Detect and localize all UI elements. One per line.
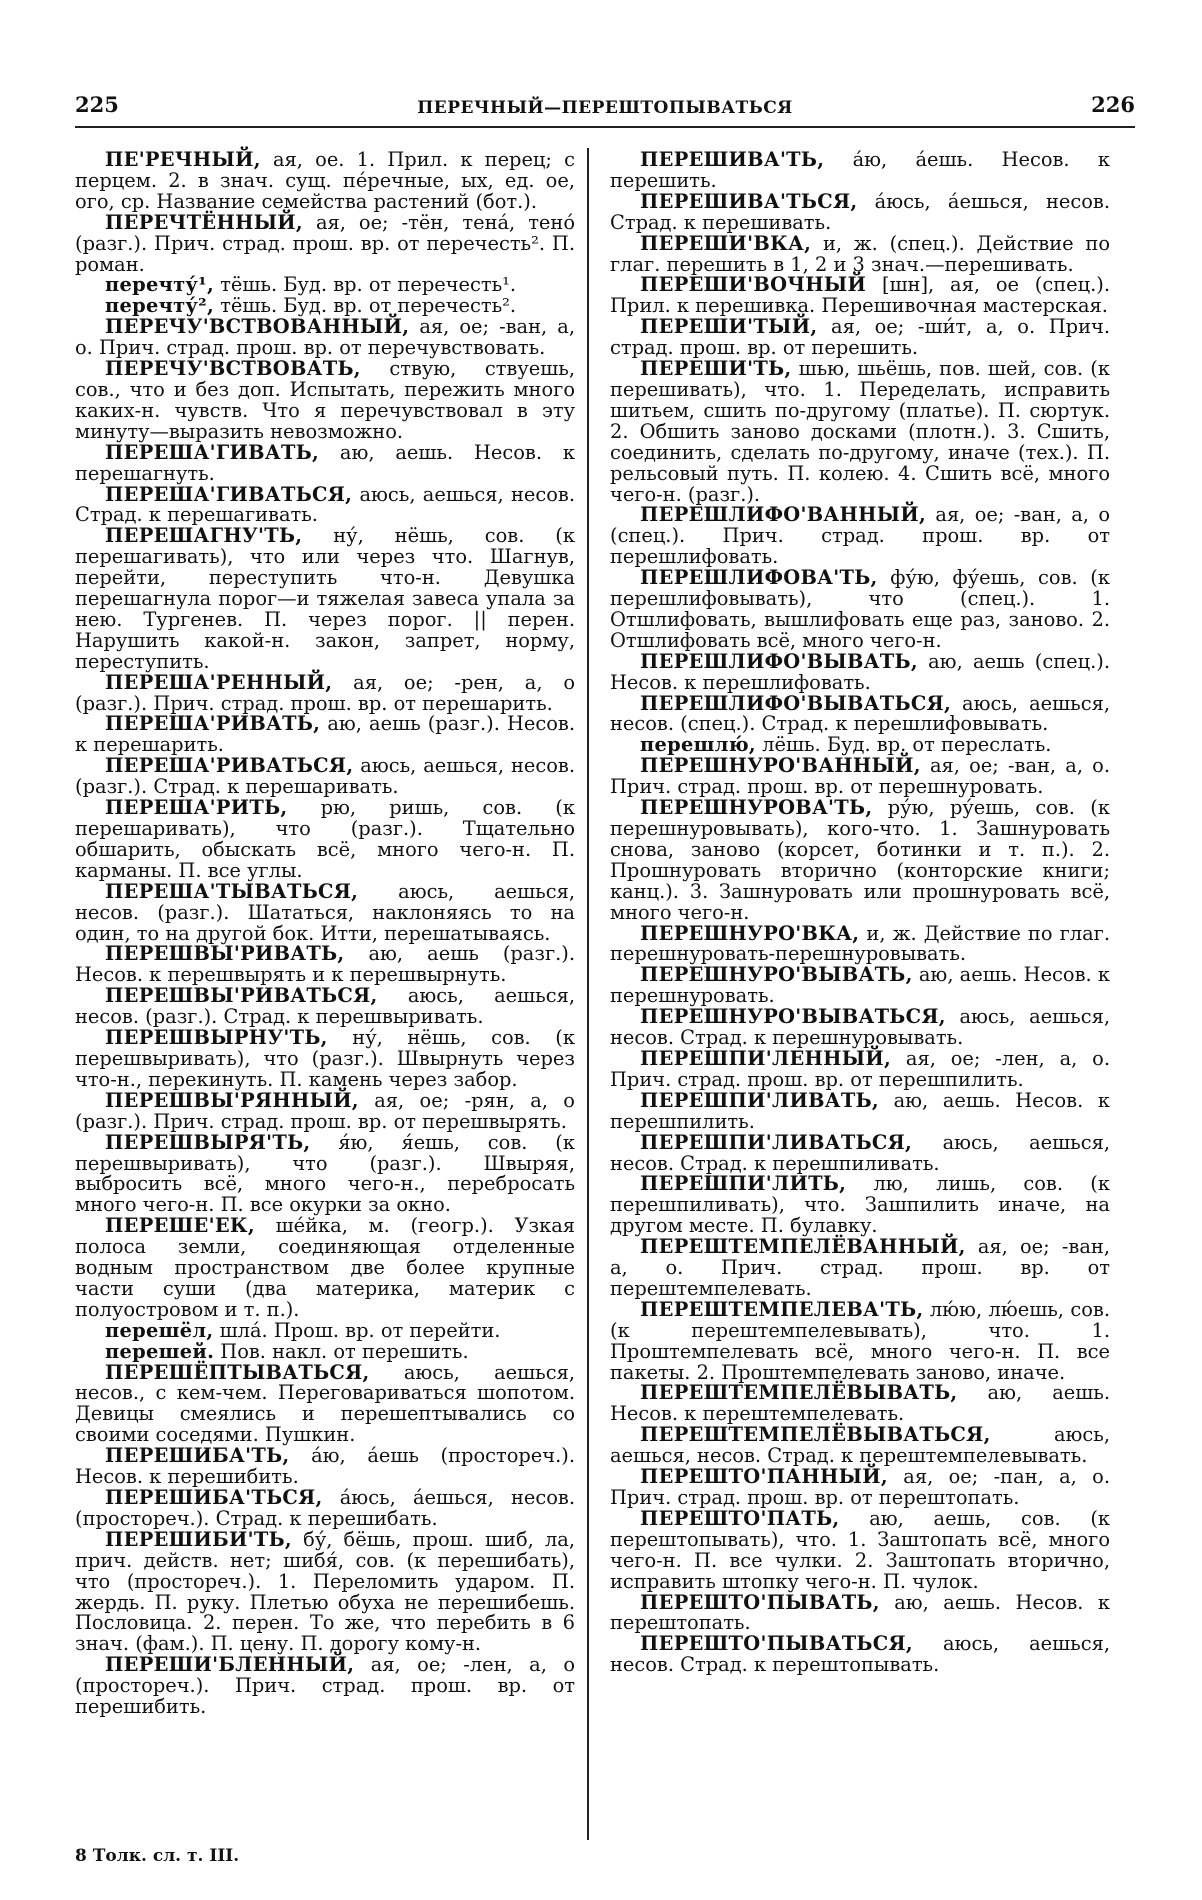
definition: аюсь, аешься, несов. (спец.). Страд. к перешлифовывать.: [610, 691, 1110, 736]
definition: аю, аешь (разг.). Несов. к перешарить.: [75, 712, 575, 757]
headword: ПЕРЕШТЕМПЕЛЕВА'ТЬ,: [640, 1297, 924, 1321]
page-header: [75, 92, 1135, 128]
dictionary-entry: [75, 1446, 575, 1488]
headword: ПЕРЕША'РИТЬ,: [105, 796, 288, 820]
headword: ПЕРЕШВЫ'РЯННЫЙ,: [105, 1088, 359, 1112]
headword: перешёл,: [105, 1318, 214, 1342]
headword: ПЕРЕШТЕМПЕЛЁВЫВАТЬ,: [640, 1381, 958, 1405]
definition: фу́ю, фу́ешь, сов. (к перешлифовывать), что (спец.). 1. Отшлифовать, вышлифовать еще раз, заново. 2. Отшлифовать всё, много чего-н.: [610, 566, 1110, 652]
dictionary-entry: [610, 965, 1110, 1007]
headword: ПЕРЕШЕ'ЕК,: [105, 1214, 255, 1238]
dictionary-entry: [610, 1383, 1110, 1425]
dictionary-entry: [75, 986, 575, 1028]
headword: ПЕРЕША'РЕННЫЙ,: [105, 670, 333, 694]
headword: ПЕРЕШНУРО'ВАННЫЙ,: [640, 754, 921, 778]
headword: ПЕРЕШНУРОВА'ТЬ,: [640, 796, 873, 820]
definition: тёшь. Буд. вр. от перечесть¹.: [214, 273, 517, 297]
definition: ая, ое; -лен, а, о. Прич. страд. прош. вр. от перешпилить.: [610, 1046, 1110, 1091]
dictionary-entry: [75, 1318, 575, 1342]
dictionary-entry: [75, 1360, 575, 1447]
dictionary-entry: [610, 1634, 1110, 1676]
definition: аю, аешь, сов. (к перештопывать), что. 1. Заштопать всё, много чего-н. П. все чулки. 2. Заштопать вторично, исправить штопку чего-н. П. чулок.: [610, 1506, 1110, 1593]
dictionary-entry: [610, 359, 1110, 505]
right-column: [610, 150, 1110, 1676]
dictionary-entry: [75, 1216, 575, 1321]
headword: ПЕРЕША'РИВАТЬ,: [105, 712, 321, 736]
headword: ПЕРЕШТО'ПЫВАТЬСЯ,: [640, 1632, 913, 1656]
definition: шью, шьёшь, пов. шей, сов. (к перешивать), что. 1. Переделать, исправить шитьем, сшить по-другому (платье). П. сюртук. 2. Обшить заново досками (плотн.). 3. Сшить, соединить, сделать по-другому, иначе (тех.). П. рельсовый путь. П. колею. 4. Сшить всё, много чего-н. (разг.).: [610, 357, 1110, 506]
definition: ая, ое; -рян, а, о (разг.). Прич. страд. прош. вр. от перешвырять.: [75, 1088, 575, 1133]
definition: ая, ое; -лен, а, о (простореч.). Прич. страд. прош. вр. от перешибить.: [75, 1653, 575, 1719]
definition: лёшь. Буд. вр. от переслать.: [755, 733, 1052, 757]
definition: ну́, нёшь, сов. (к перешагивать), что или через что. Шагнув, перейти, переступить что-н. Девушка перешагнула порог—и тяжелая завеса упала за нею. Тургенев. П. через порог. || перен. Нарушить какой-н. закон, запрет, норму, переступить.: [75, 524, 575, 673]
definition: аю, аешь. Несов. к перешпилить.: [610, 1088, 1110, 1133]
definition: ру́ю, ру́ешь, сов. (к перешнуровывать), кого-что. 1. Зашнуровать снова, заново (корсет, ботинки и т. п.). 2. Прошнуровать вторично (конторские книги; канц.). 3. Зашнуровать или прошнуровать всё, много чего-н.: [610, 796, 1110, 924]
headword: ПЕРЕШАГНУ'ТЬ,: [105, 524, 303, 548]
dictionary-entry: [610, 1467, 1110, 1509]
definition: ая, ое; -ван, а, о. Прич. страд. прош. вр. от перечувствовать.: [75, 315, 575, 360]
dictionary-entry: [610, 1297, 1110, 1384]
definition: ствую, ствуешь, сов., что и без доп. Испытать, пережить много каких-н. чувств. Что я перечувствовал в эту минуту—выразить невозможно.: [75, 357, 575, 443]
definition: ну́, нёшь, сов. (к перешвыривать), что (разг.). Швырнуть через что-н., перекинуть. П. камень через забор.: [75, 1026, 575, 1091]
headword: ПЕРЕЧТЁННЫЙ,: [105, 210, 303, 234]
definition: а́ю, а́ешь. Несов. к перешить.: [610, 148, 1110, 192]
headword: ПЕРЕШИБИ'ТЬ,: [105, 1527, 292, 1551]
dictionary-entry: [75, 1527, 575, 1656]
dictionary-entry: [610, 691, 1110, 736]
headword: ПЕРЕШПИ'ЛИТЬ,: [640, 1172, 847, 1196]
dictionary-entry: [610, 275, 1110, 317]
dictionary-entry: [75, 944, 575, 986]
headword: ПЕРЕШИ'ТЫЙ,: [640, 315, 818, 339]
dictionary-entry: [610, 1425, 1110, 1467]
definition: и, ж. (спец.). Действие по глаг. перешить в 1, 2 и 3 знач.—перешивать.: [610, 231, 1110, 276]
definition: аюсь, аешься, несов. Страд. к перештопывать.: [610, 1632, 1110, 1677]
headword: ПЕРЕША'РИВАТЬСЯ,: [105, 754, 354, 778]
dictionary-entry: [75, 317, 575, 359]
dictionary-entry: [610, 505, 1110, 568]
definition: аюсь, аешься, несов. (разг.). Страд. к перешвыривать.: [75, 984, 575, 1029]
signature-mark: 8 Толк. сл. т. III.: [75, 1846, 240, 1866]
dictionary-entry: [75, 798, 575, 882]
headword: ПЕРЕШТО'ПАННЫЙ,: [640, 1465, 888, 1489]
headword: ПЕРЕША'ГИВАТЬСЯ,: [105, 482, 353, 506]
dictionary-entry: [610, 1046, 1110, 1091]
dictionary-entry: [610, 1506, 1110, 1593]
definition: лю, лишь, сов. (к перешпиливать), что. Зашпилить иначе, на другом месте. П. булавку.: [610, 1172, 1110, 1238]
definition: бу́, бёшь, прош. шиб, ла, прич. действ. нет; шибя́, сов. (к перешибать), что (простореч.). 1. Переломить ударом. П. жердь. П. руку. Плетью обуха не перешибешь. Пословица. 2. перен. То же, что перебить в 6 знач. (фам.). П. цену. П. дорогу кому-н.: [75, 1527, 575, 1656]
dictionary-entry: [610, 317, 1110, 359]
headword: ПЕРЕШНУРО'ВЫВАТЬ,: [640, 963, 913, 987]
dictionary-entry: [610, 756, 1110, 798]
headword: ПЕРЕШИВА'ТЬСЯ,: [640, 189, 858, 213]
definition: и, ж. Действие по глаг. перешнуровать-перешнуровывать.: [610, 921, 1110, 966]
definition: шла́. Прош. вр. от перейти.: [213, 1318, 501, 1342]
dictionary-entry: [75, 1488, 575, 1530]
definition: тёшь. Буд. вр. от перечесть².: [214, 294, 517, 318]
headword: ПЕРЕШВЫРЯ'ТЬ,: [105, 1130, 311, 1154]
definition: ая, ое; -пан, а, о. Прич. страд. прош. вр. от перештопать.: [610, 1465, 1110, 1509]
definition: аюсь, аешься, несов. Страд. к перештемпелевывать.: [610, 1423, 1110, 1468]
dictionary-entry: [75, 440, 575, 485]
headword: ПЕРЕШНУРО'ВЫВАТЬСЯ,: [640, 1005, 946, 1029]
dictionary-entry: [75, 714, 575, 756]
column-divider: [587, 148, 589, 1840]
definition: ая, ое. 1. Прил. к перец; с перцем. 2. в знач. сущ. пе́речные, ых, ед. ое, ого, ср. Название семейства растений (бот.).: [75, 148, 575, 213]
definition: аюсь, аешься, несов., с кем-чем. Переговариваться шопотом. Девицы смеялись и перешептывались со своими соседями. Пушкин.: [75, 1360, 575, 1447]
definition: рю, ришь, сов. (к перешаривать), что (разг.). Тщательно обшарить, обыскать всё, много чего-н. П. карманы. П. все углы.: [75, 796, 575, 882]
headword: ПЕРЕШЁПТЫВАТЬСЯ,: [105, 1360, 370, 1384]
definition: ая, ое; -ши́т, а, о. Прич. страд. прош. вр. от перешить.: [610, 315, 1110, 360]
headword: ПЕРЕША'ТЫВАТЬСЯ,: [105, 879, 359, 903]
headword: перешлю́,: [640, 733, 756, 757]
dictionary-entry: [75, 526, 575, 672]
dictionary-entry: [75, 210, 575, 276]
dictionary-entry: [75, 359, 575, 443]
dictionary-entry: [75, 1339, 575, 1363]
dictionary-entry: [75, 482, 575, 527]
dictionary-entry: [610, 1237, 1110, 1300]
definition: Пов. накл. от перешить.: [214, 1339, 469, 1363]
definition: аю, аешь. Несов. к перештопать.: [610, 1590, 1110, 1635]
headword: перешей.: [105, 1339, 215, 1363]
dictionary-entry: [610, 1174, 1110, 1237]
definition: аюсь, аешься, несов. Страд. к перешнуровывать.: [610, 1005, 1110, 1050]
headword: ПЕРЕЧУ'ВСТВОВАТЬ,: [105, 357, 361, 381]
headword: ПЕРЕШПИ'ЛЕННЫЙ,: [640, 1046, 892, 1070]
running-title: ПЕРЕЧНЫЙ—ПЕРЕШТОПЫВАТЬСЯ: [417, 98, 793, 118]
definition: ше́йка, м. (геогр.). Узкая полоса земли, соединяющая отделенные водным пространством две более крупные части суши (два материка, материк с полуостровом и т. п.).: [75, 1214, 575, 1321]
dictionary-entry: [610, 189, 1110, 234]
definition: ая, ое; -ван, а, о. Прич. страд. прош. вр. от перешнуровать.: [610, 754, 1110, 799]
dictionary-entry: [75, 1130, 575, 1217]
headword: ПЕРЕШИ'БЛЕННЫЙ,: [105, 1653, 355, 1677]
dictionary-entry: [610, 1590, 1110, 1635]
definition: аю, аешь (спец.). Несов. к перешлифовать.: [610, 649, 1110, 694]
headword: ПЕРЕШИ'ВКА,: [640, 231, 812, 255]
definition: [шн], ая, ое (спец.). Прил. к перешивка. Перешивочная мастерская.: [610, 273, 1110, 318]
headword: перечту́²,: [105, 294, 214, 318]
headword: ПЕРЕШТЕМПЕЛЁВЫВАТЬСЯ,: [640, 1423, 991, 1447]
definition: ая, ое; -ван, а, о. Прич. страд. прош. вр. от перештемпелевать.: [610, 1235, 1110, 1300]
dictionary-entry: [75, 1655, 575, 1718]
definition: а́юсь, а́ешься, несов. (простореч.). Страд. к перешибать.: [75, 1486, 575, 1530]
definition: аю, аешь. Несов. к перешнуровать.: [610, 963, 1110, 1008]
dictionary-entry: [75, 150, 575, 213]
headword: ПЕРЕША'ГИВАТЬ,: [105, 440, 320, 464]
definition: а́ю, а́ешь (простореч.). Несов. к перешибить.: [75, 1444, 575, 1489]
dictionary-entry: [75, 275, 575, 296]
headword: ПЕРЕШИБА'ТЬ,: [105, 1444, 290, 1468]
headword: ПЕРЕШЛИФОВА'ТЬ,: [640, 566, 878, 590]
headword: ПЕРЕШИ'ТЬ,: [640, 357, 792, 381]
dictionary-entry: [610, 1130, 1110, 1175]
headword: ПЕРЕШТЕМПЕЛЁВАННЫЙ,: [640, 1235, 966, 1259]
definition: ая, ое; -тён, тена́, тено́ (разг.). Прич. страд. прош. вр. от перечесть². П. роман.: [75, 210, 575, 276]
headword: ПЕРЕШЛИФО'ВАННЫЙ,: [640, 503, 927, 527]
headword: ПЕРЕШИВА'ТЬ,: [640, 148, 825, 171]
dictionary-entry: [75, 1088, 575, 1133]
headword: ПЕРЕШТО'ПЫВАТЬ,: [640, 1590, 880, 1614]
headword: ПЕРЕШЛИФО'ВЫВАТЬСЯ,: [640, 691, 952, 715]
dictionary-entry: [75, 756, 575, 798]
headword: ПЕ'РЕЧНЫЙ,: [105, 148, 261, 171]
definition: лю́ю, лю́ешь, сов. (к перештемпелевывать), что. 1. Проштемпелевать всё, много чего-н. П. все пакеты. 2. Проштемпелевать заново, иначе.: [610, 1297, 1110, 1384]
dictionary-entry: [610, 231, 1110, 276]
dictionary-entry: [610, 798, 1110, 923]
headword: ПЕРЕШТО'ПАТЬ,: [640, 1506, 840, 1530]
headword: ПЕРЕШНУРО'ВКА,: [640, 921, 860, 945]
definition: аюсь, аешься, несов. Страд. к перешпиливать.: [610, 1130, 1110, 1175]
headword: ПЕРЕШПИ'ЛИВАТЬ,: [640, 1088, 879, 1112]
headword: ПЕРЕШИ'ВОЧНЫЙ: [640, 273, 867, 297]
definition: аюсь, аешься, несов. (разг.). Страд. к перешаривать.: [75, 754, 575, 799]
headword: перечту́¹,: [105, 273, 214, 297]
definition: ая, ое; -ван, а, о (спец.). Прич. страд. прош. вр. от перешлифовать.: [610, 503, 1110, 569]
headword: ПЕРЕШВЫ'РИВАТЬ,: [105, 942, 345, 966]
headword: ПЕРЕШИБА'ТЬСЯ,: [105, 1486, 323, 1509]
definition: аю, аешь. Несов. к перештемпелевать.: [610, 1381, 1110, 1426]
dictionary-entry: [610, 921, 1110, 966]
page-number-left: 225: [75, 92, 119, 117]
definition: аю, аешь (разг.). Несов. к перешвырять и к перешвырнуть.: [75, 942, 575, 987]
definition: аю, аешь. Несов. к перешагнуть.: [75, 440, 575, 485]
dictionary-entry: [610, 568, 1110, 652]
dictionary-entry: [610, 649, 1110, 694]
dictionary-entry: [610, 1007, 1110, 1049]
left-column: [75, 150, 575, 1718]
headword: ПЕРЕШЛИФО'ВЫВАТЬ,: [640, 649, 918, 673]
headword: ПЕРЕЧУ'ВСТВОВАННЫЙ,: [105, 315, 410, 339]
headword: ПЕРЕШПИ'ЛИВАТЬСЯ,: [640, 1130, 913, 1154]
dictionary-entry: [610, 1088, 1110, 1133]
definition: аюсь, аешься, несов. Страд. к перешагивать.: [75, 482, 575, 527]
definition: а́юсь, а́ешься, несов. Страд. к перешивать.: [610, 189, 1110, 234]
dictionary-entry: [75, 879, 575, 945]
dictionary-entry: [75, 670, 575, 715]
headword: ПЕРЕШВЫ'РИВАТЬСЯ,: [105, 984, 378, 1008]
page-number-right: 226: [1091, 92, 1135, 117]
headword: ПЕРЕШВЫРНУ'ТЬ,: [105, 1026, 328, 1050]
dictionary-entry: [610, 150, 1110, 192]
dictionary-entry: [75, 1028, 575, 1091]
definition: я́ю, я́ешь, сов. (к перешвыривать), что (разг.). Швыряя, выбросить всё, много чего-н., перебросать много чего-н. П. все окурки за окно.: [75, 1130, 575, 1217]
definition: аюсь, аешься, несов. (разг.). Шататься, наклоняясь то на один, то на другой бок. Итти, перешатываясь.: [75, 879, 575, 945]
definition: ая, ое; -рен, а, о (разг.). Прич. страд. прош. вр. от перешарить.: [75, 670, 575, 715]
